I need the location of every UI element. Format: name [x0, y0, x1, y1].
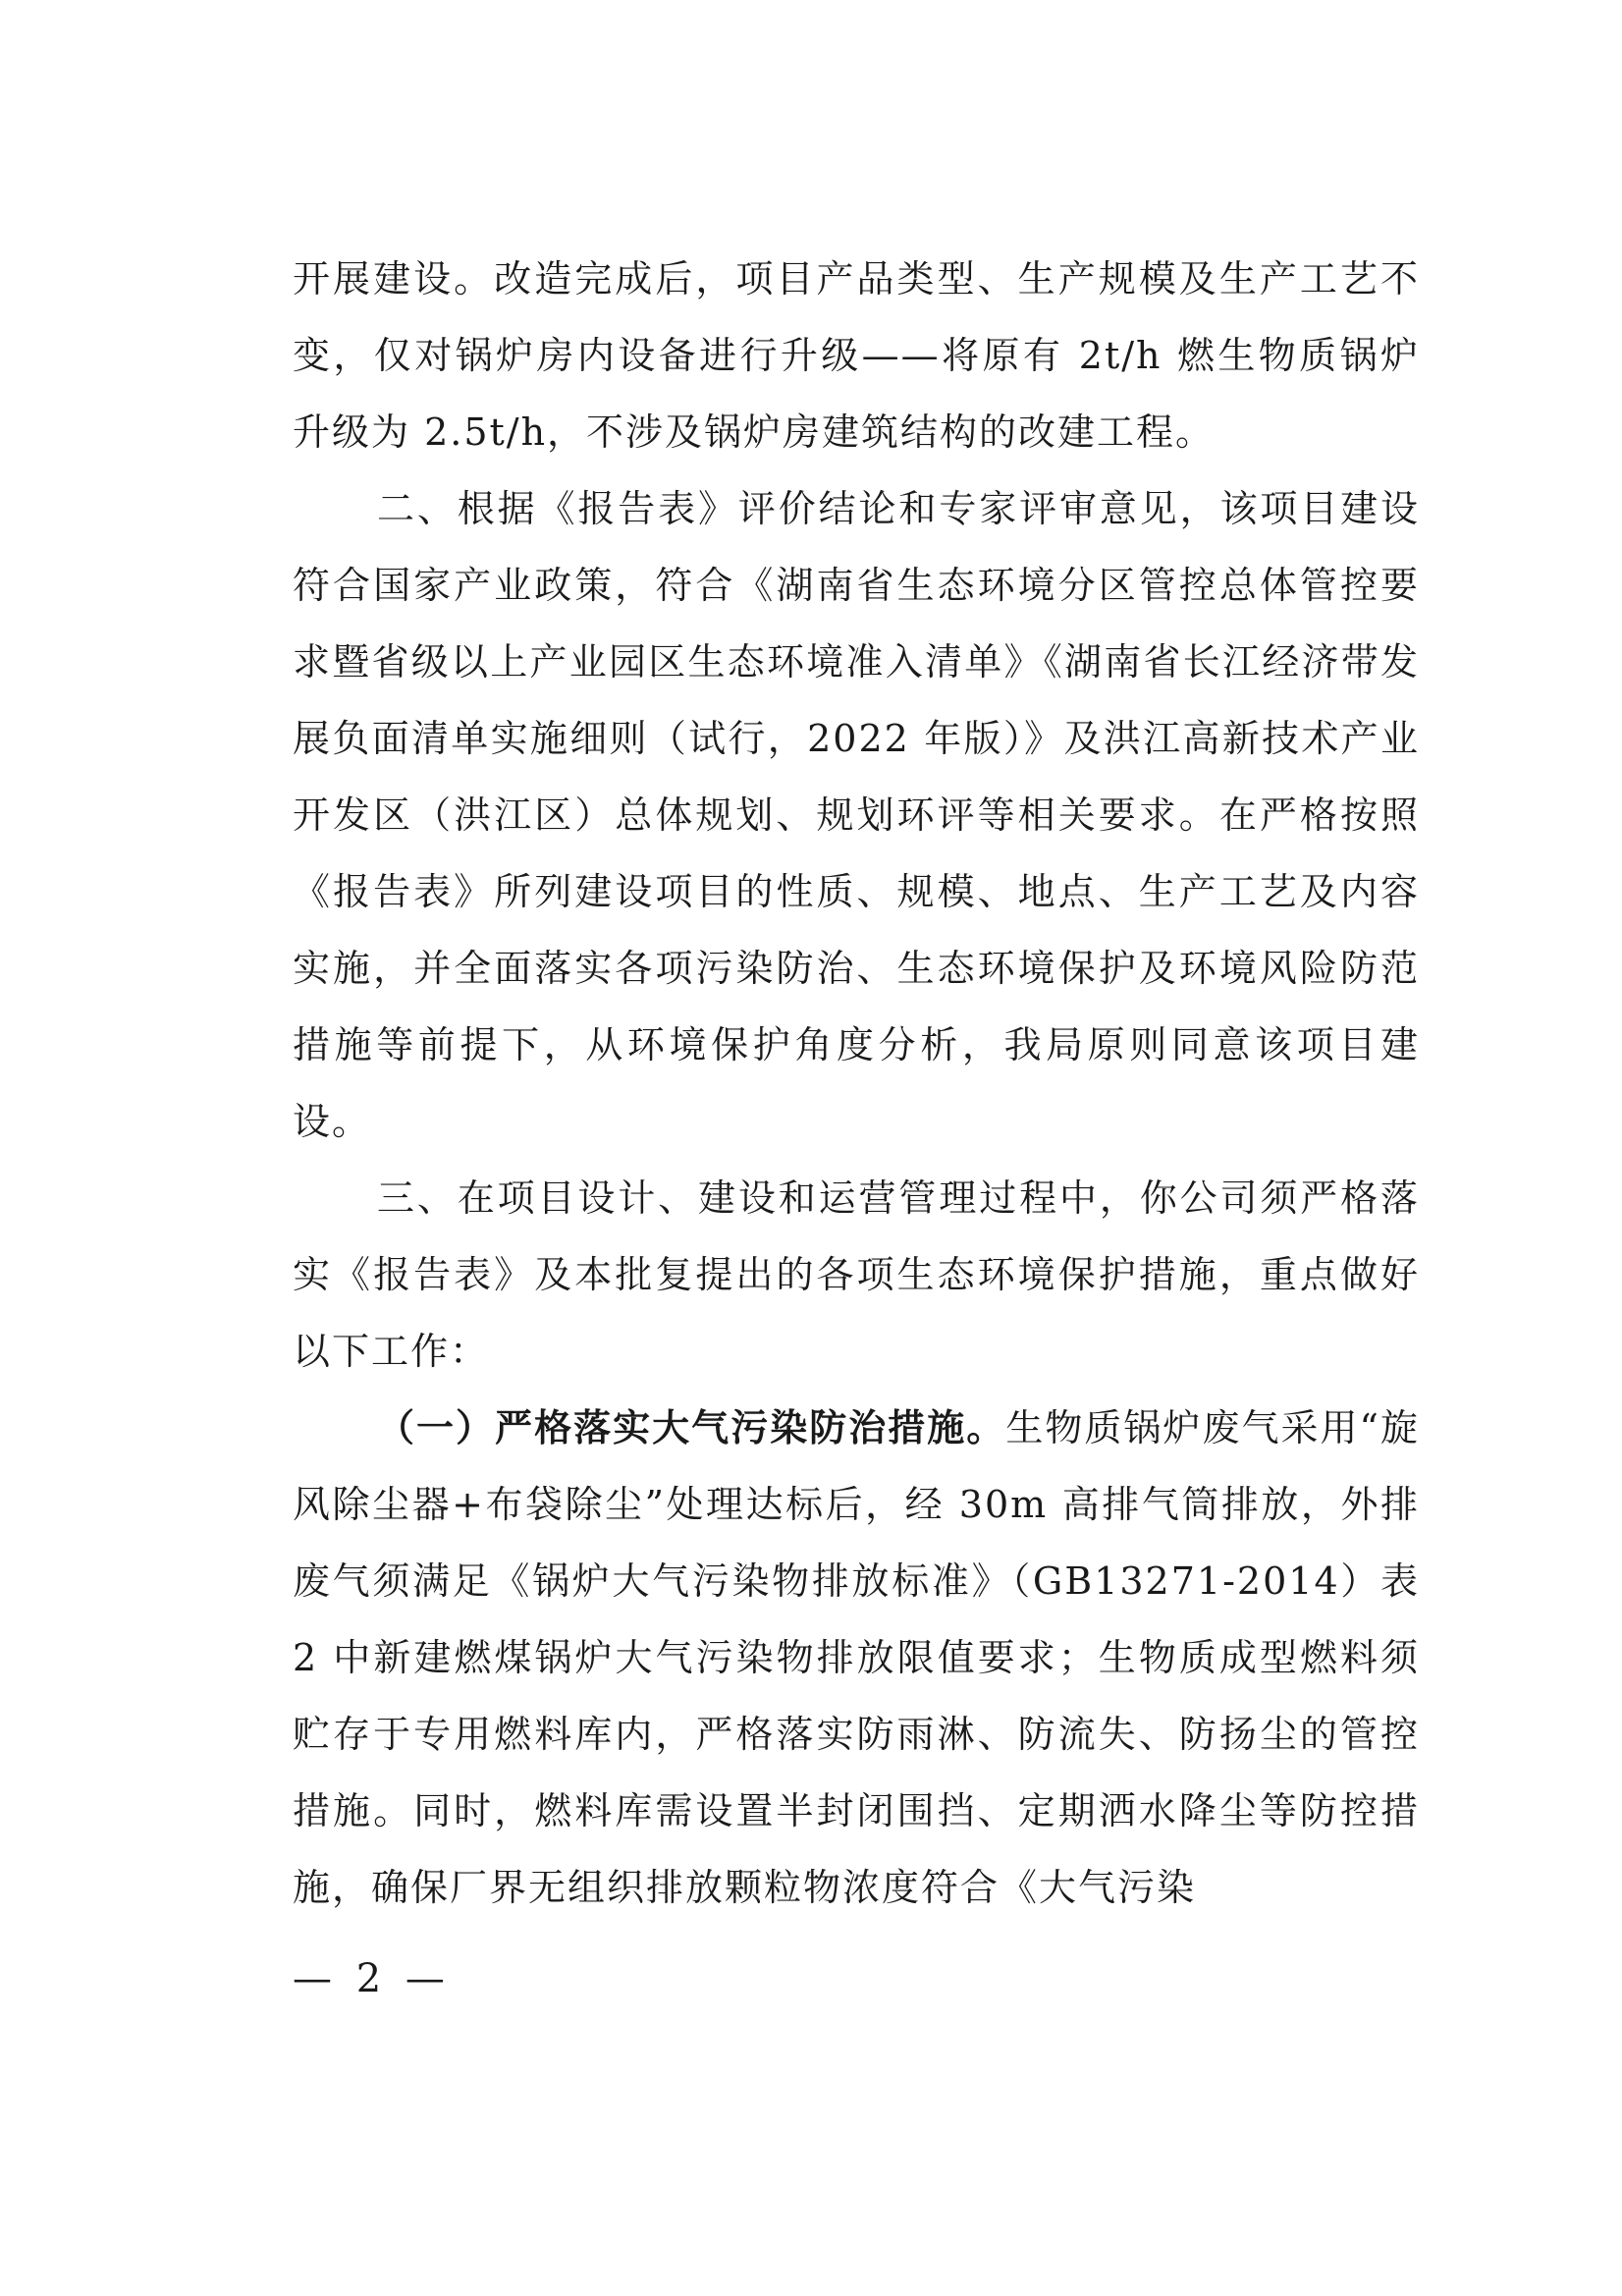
paragraph-requirements-intro [293, 1160, 1420, 1390]
paragraph-air-pollution-measures [293, 1390, 1420, 1926]
document-body [293, 241, 1420, 1926]
paragraph-text: 开展建设。改造完成后，项目产品类型、生产规模及生产工艺不变，仅对锅炉房内设备进行升级——将原有 2t/h 燃生物质锅炉升级为 2.5t/h，不涉及锅炉房建筑结构的改建工程。 [293, 257, 1420, 454]
paragraph-text: 三、在项目设计、建设和运营管理过程中，你公司须严格落实《报告表》及本批复提出的各项生态环境保护措施，重点做好以下工作： [293, 1176, 1420, 1373]
paragraph-approval-conclusion [293, 470, 1420, 1160]
paragraph-text: 生物质锅炉废气采用“旋风除尘器+布袋除尘”处理达标后，经 30m 高排气筒排放，外排废气须满足《锅炉大气污染物排放标准》（GB13271-2014）表 2 中新建燃煤锅炉大气污染物排放限值要求；生物质成型燃料须贮存于专用燃料库内，严格落实防雨淋、防流失、防扬尘的管控措施。同时，燃料库需设置半封闭围挡、定期洒水降尘等防控措施，确保厂界无组织排放颗粒物浓度符合《大气污染 [293, 1406, 1420, 1909]
paragraph-continuation [293, 241, 1420, 470]
paragraph-heading: （一）严格落实大气污染防治措施。 [377, 1405, 1006, 1449]
paragraph-text: 二、根据《报告表》评价结论和专家评审意见，该项目建设符合国家产业政策，符合《湖南省生态环境分区管控总体管控要求暨省级以上产业园区生态环境准入清单》《湖南省长江经济带发展负面清单实施细则（试行，2022 年版）》及洪江高新技术产业开发区（洪江区）总体规划、规划环评等相关要求。在严格按照《报告表》所列建设项目的性质、规模、地点、生产工艺及内容实施，并全面落实各项污染防治、生态环境保护及环境风险防范措施等前提下，从环境保护角度分析，我局原则同意该项目建设。 [293, 487, 1420, 1143]
page-number: — 2 — [293, 1956, 451, 2001]
